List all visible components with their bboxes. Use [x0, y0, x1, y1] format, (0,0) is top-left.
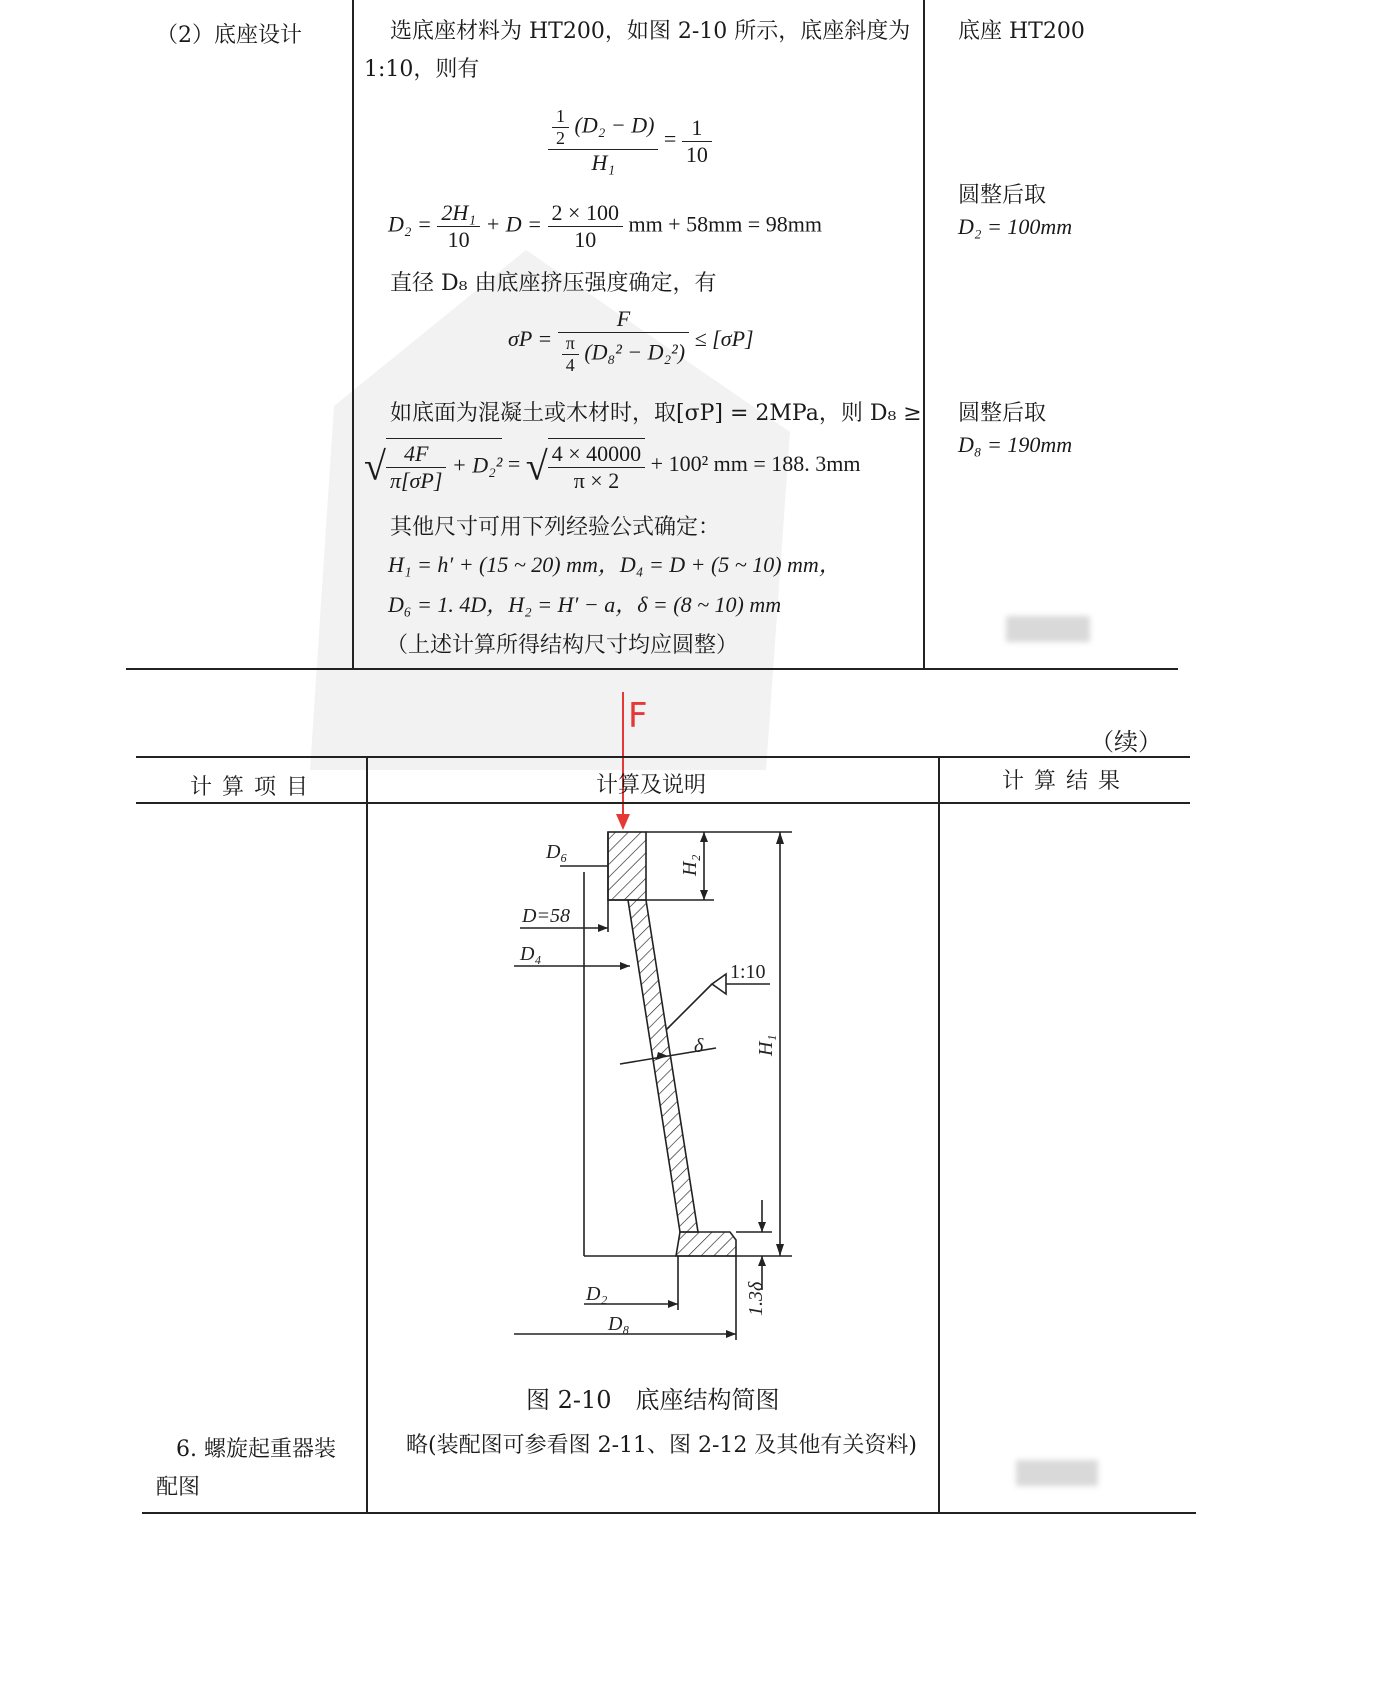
eq4-plus-d2: + D₂² — [451, 452, 503, 478]
top-col-divider-1 — [352, 0, 354, 670]
label-1-3-delta: 1.3δ — [745, 1281, 767, 1316]
header-calc-desc: 计算及说明 — [596, 773, 707, 798]
eq2-lhs: D₂ = — [388, 211, 432, 237]
result-material: 底座 HT200 — [958, 19, 1085, 44]
eq4-f1-num: 4F — [386, 441, 446, 468]
bottom-table-top-rule — [136, 756, 1190, 758]
text-d8-strength: 直径 D₈ 由底座挤压强度确定，有 — [390, 271, 717, 296]
continued-label: （续） — [1090, 728, 1162, 756]
top-flange-section — [608, 832, 646, 900]
eq1-half-den: 2 — [556, 128, 565, 148]
eq2-result: mm + 58mm = 98mm — [628, 211, 822, 237]
label-d6: D₆ — [546, 841, 568, 863]
force-annotation-label: F — [628, 696, 648, 736]
eq1-rhs-den: 10 — [685, 141, 708, 167]
eq2-plus-d: + D = — [485, 211, 543, 237]
eq4-result: + 100² mm = 188. 3mm — [650, 451, 861, 477]
item6-description: 略(装配图可参看图 2-11、图 2-12 及其他有关资料) — [406, 1433, 917, 1458]
eq2-f2-num: 2 × 100 — [548, 200, 623, 227]
label-d2: D₂ — [586, 1283, 608, 1305]
eq3-rhs: ≤ [σP] — [694, 326, 754, 352]
paragraph-material-line1: 选底座材料为 HT200，如图 2-10 所示，底座斜度为 — [390, 19, 911, 44]
note-rounding: （上述计算所得结构尺寸均应圆整） — [386, 633, 739, 658]
paragraph-material-line2: 1:10，则有 — [364, 57, 480, 82]
header-calc-item: 计算项目 — [190, 775, 319, 800]
label-slope: 1:10 — [730, 961, 766, 983]
result-d8-label: 圆整后取 — [958, 401, 1047, 426]
eq1-half-num: 1 — [552, 106, 569, 128]
text-concrete-condition: 如底面为混凝土或木材时，取[σP] = 2MPa，则 D₈ ≥ — [390, 401, 922, 426]
equation-slope-rhs — [682, 115, 712, 168]
blurred-mark-top — [1006, 616, 1090, 642]
item-label-base-design: （2）底座设计 — [156, 23, 302, 48]
equation-d2 — [388, 200, 822, 253]
eq4-f2-den: π × 2 — [573, 468, 620, 493]
label-delta: δ — [694, 1035, 704, 1057]
equation-slope-lhs — [548, 106, 658, 176]
equation-bearing-stress — [508, 306, 754, 376]
bottom-table-bottom-rule — [142, 1512, 1196, 1514]
equation-d8-sqrt: √ $\frac{4F}{\pi[\sigma P]}$ + D₂² = √ $\frac{4 \times 40000}{\pi \times 2}$ + 100² mm = 188. 3mm — [364, 438, 861, 494]
eq3-lhs: σP = — [508, 326, 553, 352]
bottom-foot-section — [676, 1232, 736, 1256]
bottom-col-divider-2 — [938, 756, 940, 1512]
eq3-diff: (D₈² − D₂²) — [584, 339, 686, 365]
item6-label-line1: 6. 螺旋起重器装 — [176, 1437, 336, 1462]
result-d8-value: D₈ = 190mm — [958, 432, 1073, 457]
label-h1: H₁ — [755, 1034, 777, 1056]
label-d4: D₄ — [520, 943, 542, 965]
item6-label-line2: 配图 — [156, 1475, 201, 1500]
eq4-equals: = — [507, 451, 521, 477]
figure-caption: 图 2-10 底座结构简图 — [526, 1386, 780, 1414]
text-empirical-formulas: 其他尺寸可用下列经验公式确定： — [390, 515, 721, 540]
eq1-diff: (D₂ − D) — [574, 112, 655, 138]
eq3-num: F — [558, 306, 689, 333]
result-d2-value: D₂ = 100mm — [958, 214, 1073, 239]
formula-line-1: H₁ = h′ + (15 ~ 20) mm，D₄ = D + (5 ~ 10) mm， — [388, 552, 841, 577]
eq2-f1-num: 2H₁ — [437, 200, 480, 227]
bottom-col-divider-1 — [366, 758, 368, 1514]
eq2-f2-den: 10 — [574, 227, 597, 252]
eq3-four: 4 — [565, 355, 575, 375]
eq4-f1-den: π[σP] — [389, 468, 443, 493]
sloped-wall-section — [628, 900, 698, 1232]
label-d58: D=58 — [522, 905, 570, 927]
result-d2-label: 圆整后取 — [958, 183, 1047, 208]
eq3-pi: π — [562, 333, 579, 355]
eq2-f1-den: 10 — [447, 227, 470, 252]
eq4-f2-num: 4 × 40000 — [548, 441, 645, 468]
equation-slope: $\frac{1}{2}$ (D₂ − D) H₁ = $\frac{1}{10}$ — [548, 106, 712, 176]
formula-line-2: D₆ = 1. 4D，H₂ = H′ − a，δ = (8 ~ 10) mm — [388, 592, 782, 617]
bottom-header-rule — [136, 802, 1190, 804]
top-table-bottom-rule — [126, 668, 1178, 670]
force-annotation-arrow — [610, 690, 640, 840]
label-h2: H₂ — [679, 854, 701, 876]
blurred-mark-bottom — [1016, 1460, 1098, 1486]
header-calc-result: 计算结果 — [1002, 769, 1131, 794]
top-col-divider-2 — [923, 0, 925, 670]
base-structure-figure — [500, 820, 820, 1360]
label-d8: D₈ — [608, 1313, 630, 1335]
eq1-denominator: H₁ — [591, 150, 615, 175]
eq1-rhs-num: 1 — [682, 115, 712, 142]
